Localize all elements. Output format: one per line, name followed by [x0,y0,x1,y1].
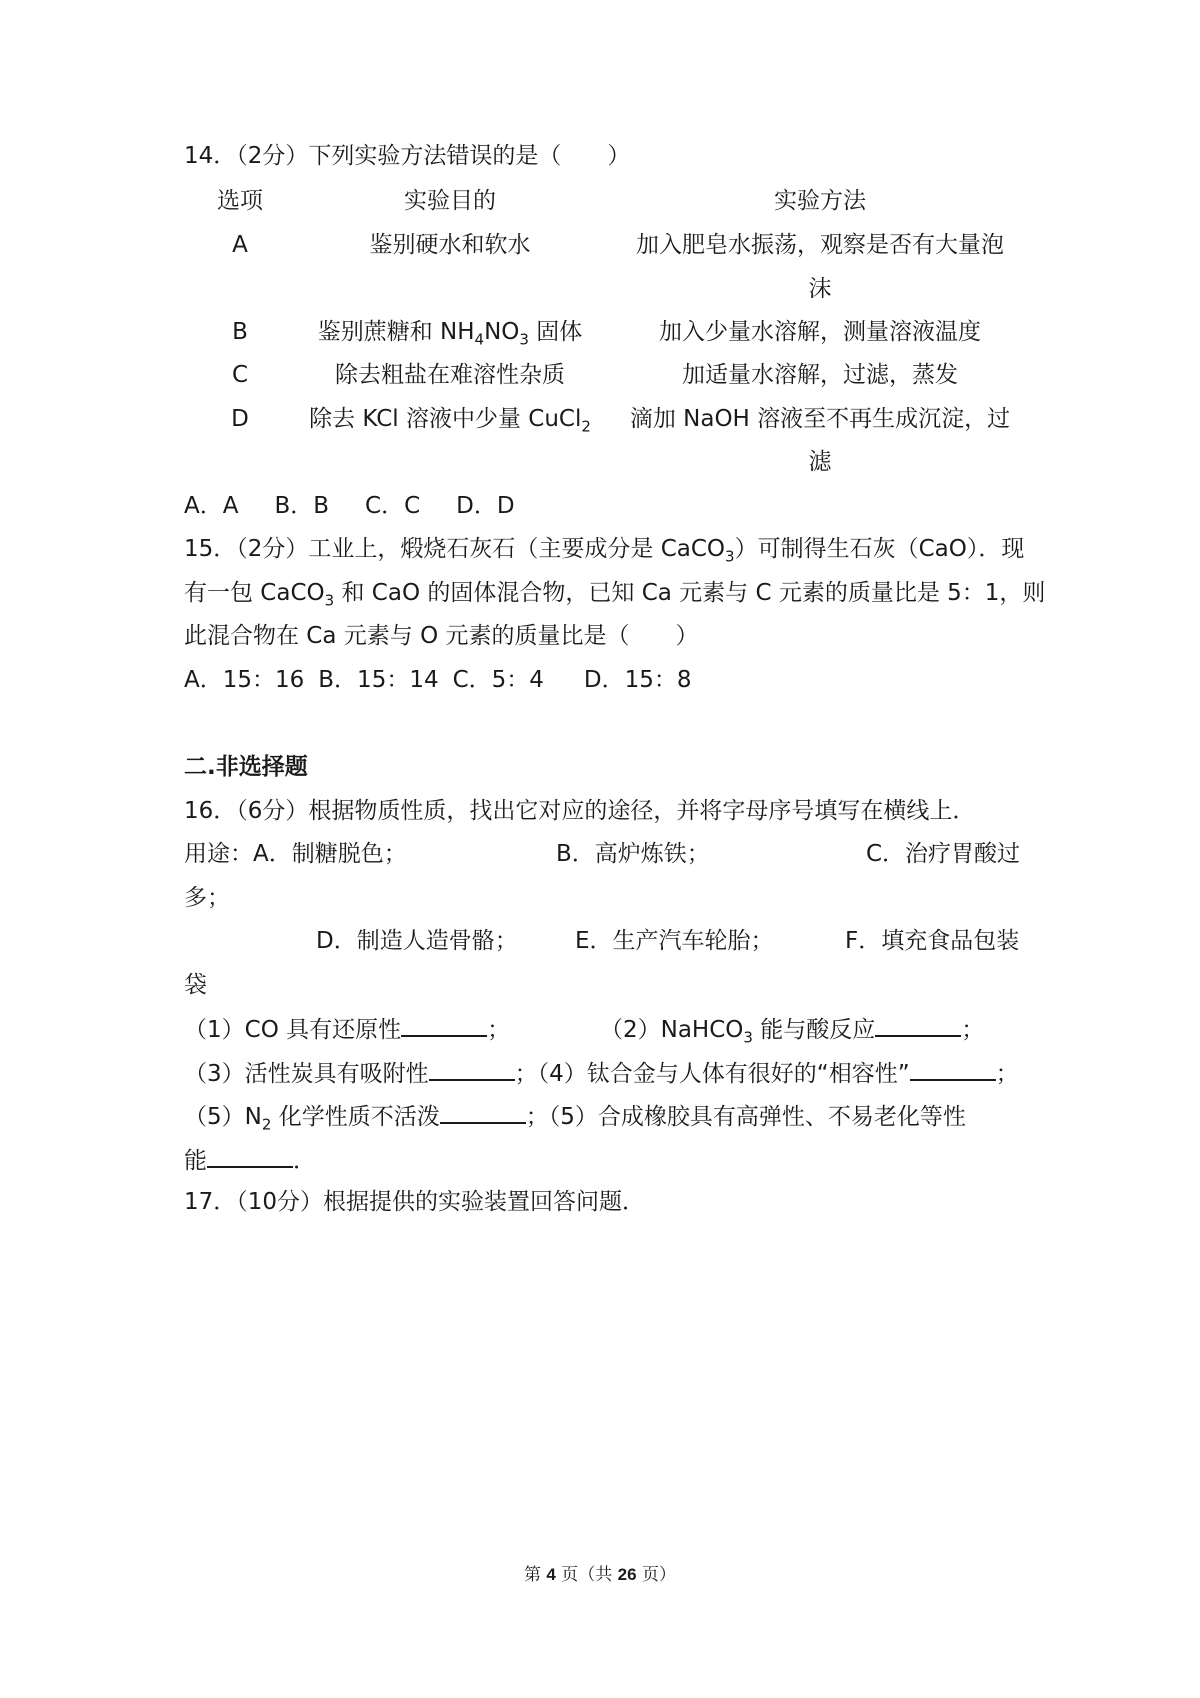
section-title: 二.非选择题 [184,754,308,780]
answer-blank-2[interactable] [875,1013,961,1037]
q14-choice-c[interactable]: C．C [365,493,421,519]
q16-item-6-cont: 能 ． [184,1144,316,1176]
row-d-method: 滴加 NaOH 溶液至不再生成沉淀，过 [629,406,1011,432]
answer-blank-1[interactable] [401,1013,487,1037]
q15-line2: 有一包 CaCO$_3$ 和 CaO 的固体混合物，已知 Ca 元素与 C 元素的质量比是 5：1，则 [184,580,1046,610]
q16-stem: 16．（6分）根据物质性质，找出它对应的途径，并将字母序号填写在横线上． [184,798,976,824]
q14-choice-b[interactable]: B．B [274,493,330,519]
use-c: C．治疗胃酸过 [866,841,1021,867]
row-b-method: 加入少量水溶解，测量溶液温度 [659,319,981,345]
row-a-method: 加入肥皂水振荡，观察是否有大量泡 [636,232,1004,258]
q15-line1: 15．（2分）工业上，煅烧石灰石（主要成分是 CaCO$_3$）可制得生石灰（CaO）．现 [184,536,1025,566]
row-c-method: 加适量水溶解，过滤，蒸发 [682,362,958,388]
answer-blank-4[interactable] [910,1057,996,1081]
answer-blank-5[interactable] [440,1100,526,1124]
answer-blank-3[interactable] [429,1057,515,1081]
q16-item-5: $(5)N_2$ 化学性质不活泼 ；（5）合成橡胶具有高弹性、不易老化等性 [184,1100,966,1140]
q16-uses-label: 用途：A．制糖脱色； [184,841,407,867]
row-d-method-cont: 滤 [808,449,832,475]
answer-blank-6[interactable] [207,1144,293,1168]
table-header-method: 实验方法 [774,188,866,214]
q14-choice-d[interactable]: D．D [456,493,515,519]
q14-stem: 14．（2分）下列实验方法错误的是（ ） [184,143,631,169]
row-a-option: A [232,232,248,258]
q15-choice-a[interactable]: A．15：16 [184,667,305,693]
table-header-option: 选项 [217,188,263,214]
page-total: 26 [617,1565,637,1584]
table-header-purpose: 实验目的 [404,188,496,214]
q15-choices [184,665,692,695]
q16-item-2: （2）NaHCO$_3$ 能与酸反应 ； [600,1013,984,1053]
row-d-option: D [231,406,249,432]
use-f-cont: 袋 [184,972,207,998]
q14-choice-a[interactable]: A．A [184,493,239,519]
use-e: E．生产汽车轮胎； [575,928,774,954]
row-c-purpose: 除去粗盐在难溶性杂质 [335,362,565,388]
q16-item-1: （1）CO 具有还原性 ； [184,1013,510,1045]
q15-choice-d[interactable]: D．15：8 [583,667,692,693]
use-b: B．高炉炼铁； [556,841,710,867]
row-a-method-cont: 沫 [808,276,832,302]
q16-item-6: （5）合成橡胶具有高弹性、不易老化等性 [548,1104,966,1130]
row-b-option: B [232,319,248,345]
page-footer: 第 4 页（共 26 页） [523,1565,676,1585]
q17-stem: 17．（10分）根据提供的实验装置回答问题． [184,1189,646,1215]
q16-item-3: （3）活性炭具有吸附性 ；（4）钛合金与人体有很好的“相容性” ； [184,1057,1019,1089]
q15-line3: 此混合物在 Ca 元素与 O 元素的质量比是（ ） [184,623,699,649]
row-c-option: C [231,362,249,388]
q16-item-4: （4）钛合金与人体有很好的“相容性” [537,1061,910,1087]
q15-choice-b[interactable]: B．15：14 [318,667,439,693]
use-a: A．制糖脱色； [253,841,407,867]
row-b-purpose: 鉴别蔗糖和 $NH_4NO_3$ 固体 [317,319,583,349]
row-a-purpose: 鉴别硬水和软水 [369,232,531,258]
use-f: F．填充食品包装 [845,928,1020,954]
row-d-purpose: 除去 KCl 溶液中少量 CuCl$_2$ [309,406,591,436]
use-d: D．制造人造骨骼； [316,928,518,954]
q14-choices [184,491,515,521]
use-c-cont: 多； [184,885,230,911]
q15-choice-c[interactable]: C．5：4 [452,667,544,693]
page-number: 4 [546,1565,556,1584]
